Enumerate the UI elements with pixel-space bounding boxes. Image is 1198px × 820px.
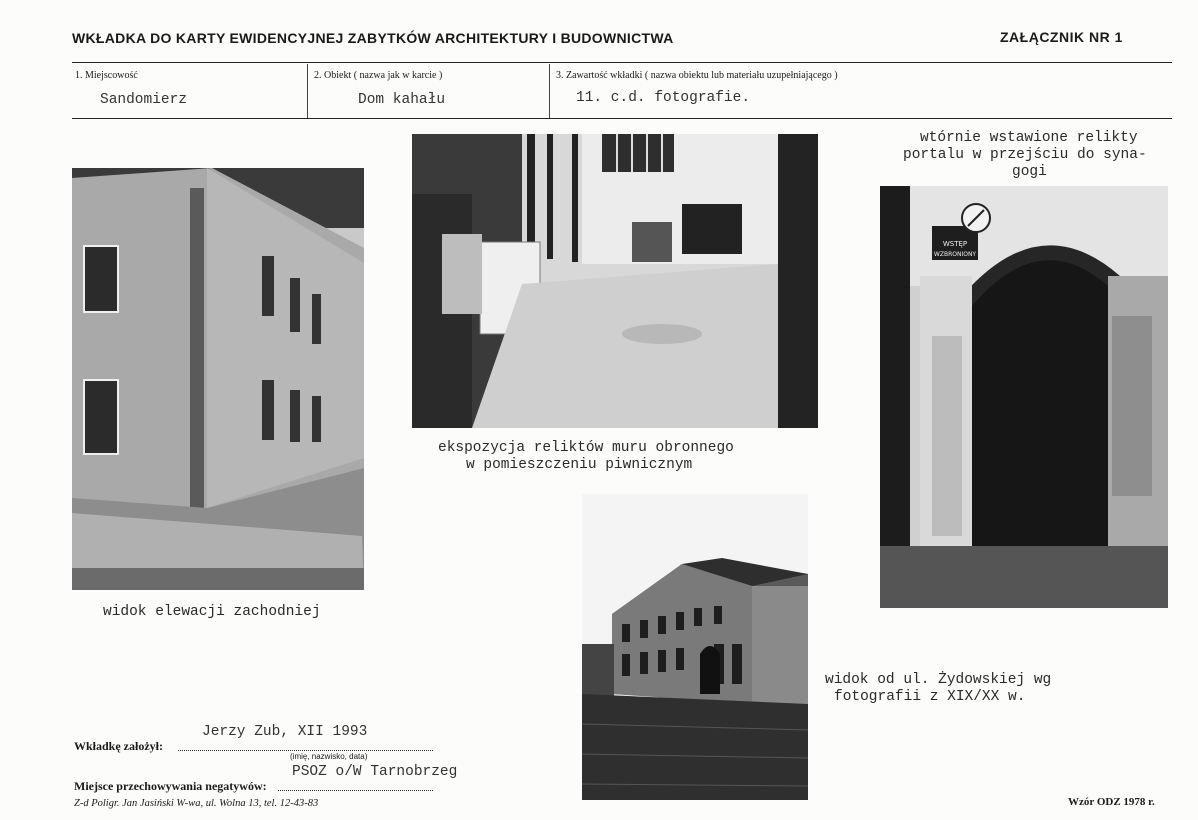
cellar-caption-line1: ekspozycja reliktów muru obronnego xyxy=(438,440,734,456)
locality-value: Sandomierz xyxy=(100,92,188,108)
content-label: 3. Zawartość wkładki ( nazwa obiektu lub materiału uzupełniającego ) xyxy=(556,70,838,81)
cellar-photo xyxy=(412,134,818,428)
form-code: Wzór ODZ 1978 r. xyxy=(1068,796,1155,808)
storage-label: Miejsce przechowywania negatywów: xyxy=(74,779,267,793)
portal-photo xyxy=(880,186,1168,608)
author-hint: (imię, nazwisko, data) xyxy=(290,752,368,761)
object-value: Dom kahału xyxy=(358,92,446,108)
storage-dotted-line xyxy=(278,790,433,791)
street-view-photo xyxy=(582,494,808,800)
west-elevation-photo xyxy=(72,168,364,590)
sign-text-line2: WZBRONIONY xyxy=(933,251,977,258)
author-dotted-line xyxy=(178,750,433,751)
field-divider-1 xyxy=(307,64,308,118)
portal-caption-line2: portalu w przejściu do syna- xyxy=(903,147,1147,163)
author-label: Wkładkę założył: xyxy=(74,739,163,753)
annex-number: ZAŁĄCZNIK NR 1 xyxy=(1000,29,1123,45)
locality-label: 1. Miejscowość xyxy=(75,70,138,81)
header-rule-top xyxy=(72,62,1172,63)
cellar-caption-line2: w pomieszczeniu piwnicznym xyxy=(466,457,693,473)
content-value: 11. c.d. fotografie. xyxy=(576,90,751,106)
storage-value: PSOZ o/W Tarnobrzeg xyxy=(292,764,458,780)
sign-text-line1: WSTĘP xyxy=(942,240,968,248)
portal-caption-line1: wtórnie wstawione relikty xyxy=(920,130,1138,146)
object-label: 2. Obiekt ( nazwa jak w karcie ) xyxy=(314,70,443,81)
printer-info: Z-d Poligr. Jan Jasiński W-wa, ul. Wolna 13, tel. 12-43-83 xyxy=(74,798,319,809)
street-view-caption-line1: widok od ul. Żydowskiej wg xyxy=(825,672,1052,688)
document-title: WKŁADKA DO KARTY EWIDENCYJNEJ ZABYTKÓW ARCHITEKTURY I BUDOWNICTWA xyxy=(72,30,674,46)
west-elevation-caption: widok elewacji zachodniej xyxy=(103,604,321,620)
portal-caption-line3: gogi xyxy=(1012,164,1047,180)
header-rule-bottom xyxy=(72,118,1172,119)
street-view-caption-line2: fotografii z XIX/XX w. xyxy=(834,689,1026,705)
field-divider-2 xyxy=(549,64,550,118)
author-value: Jerzy Zub, XII 1993 xyxy=(202,724,368,740)
